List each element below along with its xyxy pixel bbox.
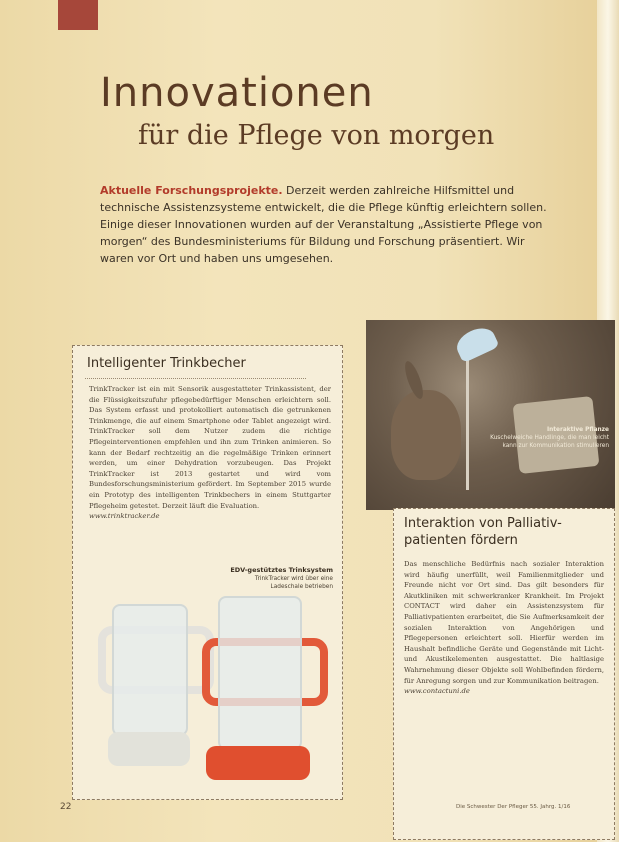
rabbit-shape bbox=[391, 390, 461, 480]
palliativ-body bbox=[404, 559, 604, 697]
white-cup-glass bbox=[112, 604, 188, 736]
photo-caption bbox=[489, 426, 609, 450]
page-subtitle: für die Pflege von morgen bbox=[138, 120, 495, 151]
rabbit-ear bbox=[402, 359, 427, 401]
trinkbecher-caption-text: TrinkTracker wird über eine Ladeschale betrieben bbox=[254, 576, 333, 590]
trinkbecher-text: TrinkTracker ist ein mit Sensorik ausgestatteter Trinkassistent, der die Flüssigkeitszufuhr pflegebedürftiger Menschen erleichtern soll. Das System erfasst und protokolliert automatisch die getrunkenen Trinkmenge, die auf einem Smartphone oder Tablet angezeigt wird. TrinkTracker soll dem Nutzer zudem die richtige Pflegeinterventionen empfehlen und ihn zum Trinken animieren. So kann der Bedarf rechtzeitig an die regelmäßige Trinken erinnert werden, um einer Dehydration vorzubeugen. Das Projekt TrinkTracker ist 2013 gestartet und wird vom Bundesforschungsministerium gefördert. Im September 2015 wurde ein Prototyp des intelligenten Trinkbechers in einem Stuttgarter Pflegeheim getestet. Derzeit läuft die Evaluation. bbox=[89, 385, 331, 510]
photo-caption-title: Interaktive Pflanze bbox=[547, 427, 609, 433]
palliativ-box bbox=[393, 508, 615, 840]
lamp-stem bbox=[466, 350, 469, 490]
page-title: Innovationen bbox=[100, 70, 374, 116]
interactive-plant-photo bbox=[366, 320, 615, 510]
photo-caption-text: Kuschelweiche Handlinge, die man leicht kann zur Kommunikation stimulieren bbox=[490, 435, 609, 449]
red-cup-base bbox=[206, 746, 310, 780]
intro-text: Derzeit werden zahlreiche Hilfsmittel und technische Assistenzsysteme entwickelt, die die Pflege künftig erleichtern sollen. Einige dieser Innovationen wurden auf der Veranstaltung „Assistierte Pflege von morgen“ des Bundesministeriums für Bildung und Forschung präsentiert. Wir waren vor Ort und haben uns umgesehen. bbox=[100, 184, 547, 265]
page-number: 22 bbox=[60, 802, 72, 812]
trinkbecher-photo bbox=[90, 596, 340, 796]
intro-lead: Aktuelle Forschungsprojekte. bbox=[100, 184, 283, 197]
palliativ-url[interactable]: www.contactuni.de bbox=[404, 687, 470, 696]
trinkbecher-heading: Intelligenter Trinkbecher bbox=[87, 356, 246, 371]
palliativ-heading: Interaktion von Palliativ-patienten fördern bbox=[404, 516, 562, 548]
red-cup-glass bbox=[218, 596, 302, 750]
trinkbecher-caption bbox=[223, 566, 333, 591]
intro-paragraph bbox=[100, 182, 550, 267]
corner-color-block bbox=[58, 0, 98, 30]
palliativ-text: Das menschliche Bedürfnis nach sozialer Interaktion wird häufig unerfüllt, weil Familienmitglieder und Freunde nicht vor Ort sind. Das gilt besonders für Akutkliniken mit schwerkranker Krankheit. Im Projekt CONTACT wird daher ein Assistenzsystem für Palliativpatienten erarbeitet, die Sie Aufmerksamkeit der sozialen Interaktion von Angehörigen und Pflegepersonen erleichtert soll. Hierfür werden im Haushalt befindliche Geräte und Gegenstände mit Licht- und Akustikelementen ausgestattet. Die haltlasige Wahrnehmung dieser Objekte soll Wohlbefinden fördern, für Anregung sorgen und zur Kommunikation beitragen. bbox=[404, 560, 604, 685]
trinkbecher-url[interactable]: www.trinktracker.de bbox=[89, 512, 160, 521]
publication-footer: Die Schwester Der Pfleger 55. Jahrg. 1/16 bbox=[456, 804, 571, 810]
lamp-shade bbox=[452, 323, 499, 363]
trinkbecher-body bbox=[89, 384, 331, 522]
white-cup-base bbox=[108, 732, 190, 766]
trinkbecher-caption-title: EDV-gestütztes Trinksystem bbox=[230, 566, 333, 574]
